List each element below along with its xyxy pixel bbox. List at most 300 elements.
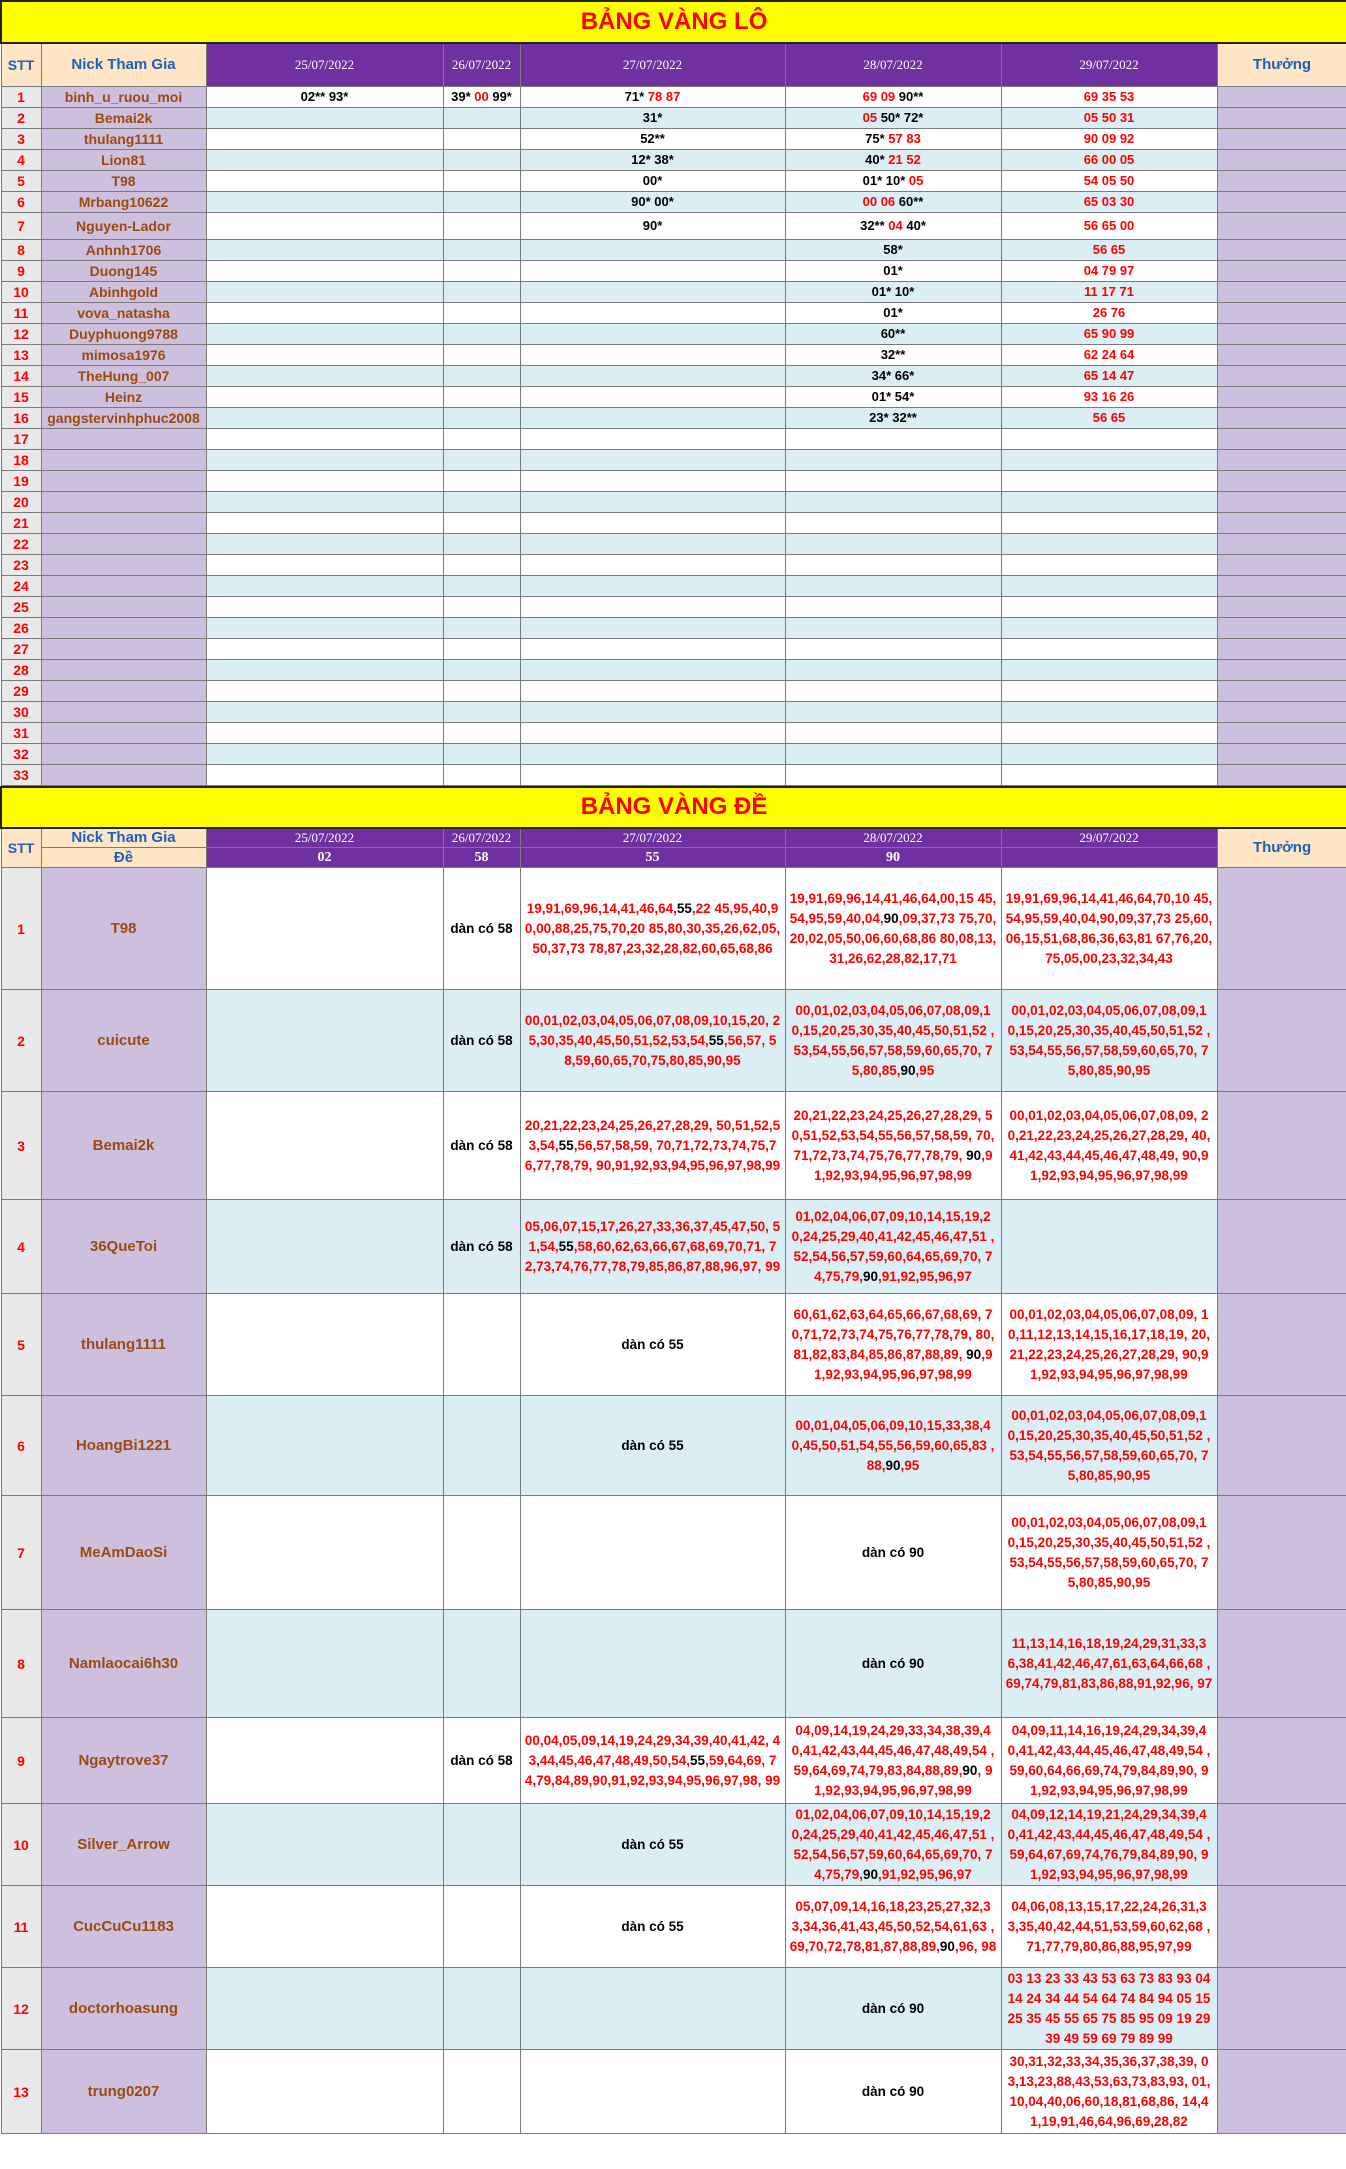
row-stt: 12 bbox=[1, 323, 41, 344]
lo-cell bbox=[443, 701, 520, 722]
row-stt: 1 bbox=[1, 868, 41, 990]
lo-cell bbox=[785, 596, 1001, 617]
table-row bbox=[1, 1886, 1346, 1968]
table-row bbox=[1, 302, 1346, 323]
lo-cell bbox=[520, 659, 785, 680]
row-stt: 24 bbox=[1, 575, 41, 596]
reward-cell bbox=[1217, 1200, 1346, 1294]
row-stt: 7 bbox=[1, 1496, 41, 1610]
row-stt: 32 bbox=[1, 743, 41, 764]
lo-cell bbox=[785, 386, 1001, 407]
number-run: 05,06,07,15,17,26,27,33,36,37,45,47,50, 51,54, bbox=[524, 1218, 781, 1254]
de-number-list bbox=[785, 1200, 1001, 1294]
reward-cell bbox=[1217, 344, 1346, 365]
lo-cell bbox=[785, 512, 1001, 533]
number-run: 01* bbox=[883, 263, 903, 278]
de-number-list bbox=[520, 1092, 785, 1200]
lo-cell bbox=[1001, 344, 1217, 365]
number-run: 90 bbox=[862, 1866, 878, 1882]
row-stt: 5 bbox=[1, 170, 41, 191]
de-table bbox=[0, 786, 1346, 2135]
row-nick: thulang1111 bbox=[41, 128, 206, 149]
de-empty-cell bbox=[206, 1200, 443, 1294]
table-row bbox=[1, 764, 1346, 785]
table-row bbox=[1, 212, 1346, 239]
lo-cell bbox=[443, 617, 520, 638]
table-row bbox=[1, 617, 1346, 638]
row-stt: 13 bbox=[1, 2050, 41, 2134]
number-run: 32** bbox=[860, 218, 889, 233]
lo-cell bbox=[443, 170, 520, 191]
de-dan-note: dàn có 58 bbox=[443, 868, 520, 990]
number-run: 20,21,22,23,24,25,26,27,28,29, 50,51,52,53,54, bbox=[524, 1117, 781, 1153]
row-stt: 6 bbox=[1, 191, 41, 212]
number-run: 02** 93* bbox=[300, 89, 349, 104]
row-stt: 8 bbox=[1, 239, 41, 260]
row-nick bbox=[41, 470, 206, 491]
lo-cell bbox=[1001, 470, 1217, 491]
row-stt: 11 bbox=[1, 1886, 41, 1968]
lo-cell bbox=[520, 743, 785, 764]
number-run: 26 76 bbox=[1092, 305, 1126, 320]
number-run: 90 bbox=[862, 1268, 878, 1284]
reward-cell bbox=[1217, 107, 1346, 128]
de-empty-cell bbox=[443, 1496, 520, 1610]
lo-cell bbox=[206, 491, 443, 512]
number-run: 56 65 bbox=[1092, 242, 1126, 257]
lo-cell bbox=[1001, 239, 1217, 260]
row-stt: 7 bbox=[1, 212, 41, 239]
row-stt: 4 bbox=[1, 1200, 41, 1294]
row-stt: 9 bbox=[1, 1718, 41, 1804]
table-row bbox=[1, 149, 1346, 170]
lo-cell bbox=[1001, 764, 1217, 785]
de-number-list bbox=[520, 990, 785, 1092]
number-run: 23* 32** bbox=[869, 410, 917, 425]
row-stt: 29 bbox=[1, 680, 41, 701]
lo-cell bbox=[206, 386, 443, 407]
table-row bbox=[1, 1610, 1346, 1718]
row-nick: trung0207 bbox=[41, 2050, 206, 2134]
lo-cell bbox=[785, 617, 1001, 638]
number-run: ,95 bbox=[900, 1457, 920, 1473]
de-number-list bbox=[1001, 1396, 1217, 1496]
lo-cell bbox=[443, 128, 520, 149]
lo-cell bbox=[206, 260, 443, 281]
number-run: 60** bbox=[880, 326, 906, 341]
number-run: 03 13 23 33 43 53 63 73 83 93 04 14 24 34 44 54 64 74 84 94 05 15 25 35 45 55 65 75 85 95 09 19 29 39 49 59 69 79 89 99 bbox=[1007, 1970, 1211, 2046]
lo-cell bbox=[1001, 533, 1217, 554]
lo-cell bbox=[520, 149, 785, 170]
reward-cell bbox=[1217, 365, 1346, 386]
row-stt: 15 bbox=[1, 386, 41, 407]
lo-cell bbox=[206, 680, 443, 701]
lo-cell bbox=[785, 365, 1001, 386]
row-stt: 22 bbox=[1, 533, 41, 554]
reward-cell bbox=[1217, 617, 1346, 638]
de-empty-cell bbox=[443, 1610, 520, 1718]
lo-header-stt: STT bbox=[1, 43, 41, 86]
number-run: 65 90 99 bbox=[1083, 326, 1135, 341]
number-run: 90* bbox=[642, 218, 663, 233]
row-stt: 19 bbox=[1, 470, 41, 491]
de-number-list bbox=[785, 1718, 1001, 1804]
lo-cell bbox=[785, 659, 1001, 680]
row-stt: 16 bbox=[1, 407, 41, 428]
number-run: 00,01,02,03,04,05,06,07,08,09, 20,21,22,23,24,25,26,27,28,29, 40,41,42,43,44,45,46,47,48,49, 90,91,92,93,94,95,96,97,98,99 bbox=[1007, 1107, 1211, 1183]
number-run: 40* bbox=[865, 152, 889, 167]
lo-cell bbox=[1001, 191, 1217, 212]
de-empty-cell bbox=[206, 1968, 443, 2050]
de-number-list bbox=[1001, 1496, 1217, 1610]
row-stt: 2 bbox=[1, 990, 41, 1092]
table-row bbox=[1, 743, 1346, 764]
lo-cell bbox=[1001, 659, 1217, 680]
lo-cell bbox=[1001, 575, 1217, 596]
lo-cell bbox=[206, 170, 443, 191]
number-run: 12* 38* bbox=[631, 152, 674, 167]
de-dan-note: dàn có 55 bbox=[520, 1396, 785, 1496]
lo-cell bbox=[443, 470, 520, 491]
table-row bbox=[1, 449, 1346, 470]
row-nick: doctorhoasung bbox=[41, 1968, 206, 2050]
reward-cell bbox=[1217, 868, 1346, 990]
reward-cell bbox=[1217, 1294, 1346, 1396]
table-row bbox=[1, 323, 1346, 344]
number-run: 55 bbox=[690, 1752, 706, 1768]
number-run: 60,61,62,63,64,65,66,67,68,69, 70,71,72,73,74,75,76,77,78,79, 80,81,82,83,84,85,86,87,88,89, bbox=[791, 1306, 995, 1362]
lo-table bbox=[0, 0, 1346, 786]
lo-cell bbox=[1001, 743, 1217, 764]
row-nick bbox=[41, 533, 206, 554]
lo-header-date: 27/07/2022 bbox=[520, 43, 785, 86]
number-run: 31* bbox=[642, 110, 663, 125]
lo-cell bbox=[443, 428, 520, 449]
number-run: 00,01,02,03,04,05,06,07,08,09, 10,11,12,13,14,15,16,17,18,19, 20,21,22,23,24,25,26,27,28,29, 90,91,92,93,94,95,96,97,98,99 bbox=[1008, 1306, 1210, 1382]
lo-cell bbox=[443, 260, 520, 281]
lo-cell bbox=[1001, 170, 1217, 191]
table-row bbox=[1, 365, 1346, 386]
reward-cell bbox=[1217, 1092, 1346, 1200]
lo-header-date: 26/07/2022 bbox=[443, 43, 520, 86]
lo-header-date: 29/07/2022 bbox=[1001, 43, 1217, 86]
number-run: 01,02,04,06,07,09,10,14,15,19,2 0,24,25,29,40,41,42,45,46,47,51 ,52,54,56,57,59,60,64,65,69,70, 74,75,79, bbox=[791, 1208, 995, 1284]
reward-cell bbox=[1217, 149, 1346, 170]
table-row bbox=[1, 428, 1346, 449]
lo-cell bbox=[785, 302, 1001, 323]
number-run: 04,06,08,13,15,17,22,24,26,31,3 3,35,40,42,44,51,53,59,60,62,68 ,71,77,79,80,86,88,95,97,99 bbox=[1007, 1898, 1211, 1954]
number-run: 39* bbox=[451, 89, 475, 104]
number-run: 00 06 bbox=[862, 194, 899, 209]
number-run: 34* 66* bbox=[871, 368, 915, 383]
de-dan-note: dàn có 55 bbox=[520, 1294, 785, 1396]
lo-cell bbox=[520, 533, 785, 554]
number-run: 90** bbox=[898, 89, 924, 104]
number-run: 04 bbox=[888, 218, 903, 233]
de-empty-cell bbox=[206, 1886, 443, 1968]
row-nick bbox=[41, 701, 206, 722]
reward-cell bbox=[1217, 554, 1346, 575]
lo-cell bbox=[520, 554, 785, 575]
lo-cell bbox=[206, 575, 443, 596]
row-nick: Namlaocai6h30 bbox=[41, 1610, 206, 1718]
lo-cell bbox=[520, 491, 785, 512]
number-run: 19,91,69,96,14,41,46,64, bbox=[526, 900, 677, 916]
row-nick bbox=[41, 596, 206, 617]
row-nick bbox=[41, 428, 206, 449]
lo-cell bbox=[206, 428, 443, 449]
number-run: 01* 54* bbox=[871, 389, 915, 404]
row-stt: 30 bbox=[1, 701, 41, 722]
table-row bbox=[1, 239, 1346, 260]
lo-cell bbox=[1001, 281, 1217, 302]
number-run: 11 17 71 bbox=[1084, 284, 1134, 299]
lo-cell bbox=[785, 764, 1001, 785]
lo-cell bbox=[206, 722, 443, 743]
lo-cell bbox=[1001, 386, 1217, 407]
de-number-list bbox=[785, 1294, 1001, 1396]
row-nick: Bemai2k bbox=[41, 1092, 206, 1200]
number-run: 56 65 bbox=[1092, 410, 1126, 425]
number-run: 58* bbox=[883, 242, 903, 257]
table-row bbox=[1, 680, 1346, 701]
table-row bbox=[1, 281, 1346, 302]
number-run: 40* bbox=[902, 218, 926, 233]
row-stt: 12 bbox=[1, 1968, 41, 2050]
number-run: 05 bbox=[908, 173, 924, 188]
row-nick: vova_natasha bbox=[41, 302, 206, 323]
de-header-result: 02 bbox=[206, 848, 443, 868]
number-run: 19,91,69,96,14,41,46,64,00,15 45,54,95,59,40,04, bbox=[789, 890, 997, 926]
lo-cell bbox=[520, 281, 785, 302]
row-nick: Mrbang10622 bbox=[41, 191, 206, 212]
lo-cell bbox=[785, 470, 1001, 491]
lo-cell bbox=[443, 722, 520, 743]
lo-cell bbox=[1001, 365, 1217, 386]
row-stt: 21 bbox=[1, 512, 41, 533]
number-run: 90 bbox=[966, 1346, 982, 1362]
lo-cell bbox=[206, 596, 443, 617]
row-stt: 26 bbox=[1, 617, 41, 638]
lo-cell bbox=[1001, 86, 1217, 107]
lo-table-title: BẢNG VÀNG LÔ bbox=[1, 1, 1346, 43]
de-number-list bbox=[785, 1804, 1001, 1886]
de-empty-cell bbox=[443, 1886, 520, 1968]
lo-cell bbox=[443, 191, 520, 212]
de-dan-note: dàn có 90 bbox=[785, 1968, 1001, 2050]
de-empty-cell bbox=[443, 1396, 520, 1496]
lo-cell bbox=[443, 512, 520, 533]
lo-cell bbox=[785, 86, 1001, 107]
number-run: 01* 10* bbox=[871, 284, 915, 299]
de-empty-cell bbox=[206, 2050, 443, 2134]
number-run: 71* bbox=[624, 89, 648, 104]
lo-cell bbox=[206, 512, 443, 533]
lo-cell bbox=[206, 617, 443, 638]
de-empty-cell bbox=[520, 1496, 785, 1610]
number-run: 00 bbox=[474, 89, 489, 104]
table-row bbox=[1, 638, 1346, 659]
reward-cell bbox=[1217, 575, 1346, 596]
lo-cell bbox=[443, 533, 520, 554]
row-stt: 17 bbox=[1, 428, 41, 449]
number-run: 00,01,02,03,04,05,06,07,08,09,1 0,15,20,25,30,35,40,45,50,51,52 ,53,54,55,56,57,58,59,60,65,70, 75,80,85,90,95 bbox=[1007, 1514, 1211, 1590]
de-number-list bbox=[520, 1718, 785, 1804]
de-number-list bbox=[785, 868, 1001, 990]
row-nick: Ngaytrove37 bbox=[41, 1718, 206, 1804]
de-dan-note: dàn có 55 bbox=[520, 1804, 785, 1886]
de-number-list bbox=[1001, 990, 1217, 1092]
de-empty-cell bbox=[1001, 1200, 1217, 1294]
lo-cell bbox=[1001, 680, 1217, 701]
lo-cell bbox=[785, 239, 1001, 260]
lo-cell bbox=[206, 764, 443, 785]
lo-cell bbox=[443, 407, 520, 428]
number-run: ,91,92,93,94,95,96,97,98,99 bbox=[814, 1346, 993, 1382]
row-nick bbox=[41, 659, 206, 680]
number-run: 99* bbox=[488, 89, 512, 104]
row-nick bbox=[41, 575, 206, 596]
row-nick bbox=[41, 743, 206, 764]
de-dan-note: dàn có 90 bbox=[785, 1610, 1001, 1718]
table-row bbox=[1, 470, 1346, 491]
table-row bbox=[1, 491, 1346, 512]
lo-cell bbox=[785, 281, 1001, 302]
number-run: 01* bbox=[883, 305, 903, 320]
table-row bbox=[1, 1804, 1346, 1886]
number-run: 05 bbox=[862, 110, 881, 125]
lo-cell bbox=[785, 323, 1001, 344]
de-dan-note: dàn có 90 bbox=[785, 1496, 1001, 1610]
de-number-list bbox=[1001, 1886, 1217, 1968]
lo-cell bbox=[785, 701, 1001, 722]
lo-cell bbox=[1001, 323, 1217, 344]
number-run: 55 bbox=[558, 1137, 574, 1153]
lo-cell bbox=[785, 107, 1001, 128]
lo-cell bbox=[1001, 491, 1217, 512]
table-row bbox=[1, 407, 1346, 428]
number-run: 30,31,32,33,34,35,36,37,38,39, 03,13,23,88,43,53,63,73,83,93, 01,10,04,40,06,60,18,81,68,86, 14,41,19,91,46,64,96,69,28,82 bbox=[1007, 2053, 1211, 2129]
reward-cell bbox=[1217, 1396, 1346, 1496]
number-run: 55 bbox=[676, 900, 692, 916]
row-nick: 36QueToi bbox=[41, 1200, 206, 1294]
reward-cell bbox=[1217, 638, 1346, 659]
reward-cell bbox=[1217, 990, 1346, 1092]
reward-cell bbox=[1217, 722, 1346, 743]
de-dan-note: dàn có 58 bbox=[443, 1718, 520, 1804]
lo-cell bbox=[520, 107, 785, 128]
table-row bbox=[1, 722, 1346, 743]
number-run: 00,01,02,03,04,05,06,07,08,09,1 0,15,20,25,30,35,40,45,50,51,52 ,53,54,55,56,57,58,59,60,65,70, 75,80,85,90,95 bbox=[1007, 1002, 1211, 1078]
lo-cell bbox=[206, 533, 443, 554]
lo-cell bbox=[1001, 596, 1217, 617]
table-row bbox=[1, 659, 1346, 680]
lo-cell bbox=[206, 149, 443, 170]
number-run: ,95 bbox=[915, 1062, 935, 1078]
table-row bbox=[1, 128, 1346, 149]
table-row bbox=[1, 1200, 1346, 1294]
lo-header-nick: Nick Tham Gia bbox=[41, 43, 206, 86]
lo-cell bbox=[785, 743, 1001, 764]
lo-cell bbox=[1001, 722, 1217, 743]
number-run: ,09,37,73 75,70,20,02,05,50,06,60,68,86 80,08,13,31,26,62,28,82,17,71 bbox=[789, 910, 997, 966]
de-number-list bbox=[1001, 1968, 1217, 2050]
row-nick: CucCuCu1183 bbox=[41, 1886, 206, 1968]
table-row bbox=[1, 1718, 1346, 1804]
lo-cell bbox=[785, 191, 1001, 212]
de-header-date: 29/07/2022 bbox=[1001, 828, 1217, 848]
lo-cell bbox=[520, 128, 785, 149]
table-row bbox=[1, 596, 1346, 617]
lo-cell bbox=[785, 260, 1001, 281]
row-stt: 1 bbox=[1, 86, 41, 107]
number-run: 90 bbox=[939, 1938, 955, 1954]
lo-cell bbox=[520, 212, 785, 239]
number-run: 05,07,09,14,16,18,23,25,27,32,3 3,34,36,41,43,45,50,52,54,61,63 ,69,70,72,78,81,87,88,89, bbox=[789, 1898, 995, 1954]
de-header-reward: Thưởng bbox=[1217, 828, 1346, 868]
row-stt: 20 bbox=[1, 491, 41, 512]
reward-cell bbox=[1217, 1610, 1346, 1718]
lo-cell bbox=[785, 212, 1001, 239]
number-run: 90 09 92 bbox=[1083, 131, 1135, 146]
table-row bbox=[1, 344, 1346, 365]
de-empty-cell bbox=[206, 1396, 443, 1496]
lo-cell bbox=[785, 170, 1001, 191]
de-empty-cell bbox=[206, 1804, 443, 1886]
row-nick bbox=[41, 722, 206, 743]
number-run: 78 87 bbox=[647, 89, 681, 104]
lo-header-date: 25/07/2022 bbox=[206, 43, 443, 86]
row-nick: gangstervinhphuc2008 bbox=[41, 407, 206, 428]
row-nick: Bemai2k bbox=[41, 107, 206, 128]
row-stt: 10 bbox=[1, 1804, 41, 1886]
row-nick: T98 bbox=[41, 170, 206, 191]
table-row bbox=[1, 1092, 1346, 1200]
number-run: 57 83 bbox=[888, 131, 921, 146]
de-empty-cell bbox=[443, 1294, 520, 1396]
lo-cell bbox=[443, 212, 520, 239]
lo-cell bbox=[443, 638, 520, 659]
de-number-list bbox=[1001, 1718, 1217, 1804]
lo-cell bbox=[443, 680, 520, 701]
lo-cell bbox=[206, 743, 443, 764]
de-empty-cell bbox=[206, 868, 443, 990]
number-run: ,91,92,95,96,97 bbox=[877, 1268, 972, 1284]
lo-cell bbox=[206, 554, 443, 575]
lo-cell bbox=[520, 260, 785, 281]
reward-cell bbox=[1217, 428, 1346, 449]
number-run: 69 09 bbox=[862, 89, 899, 104]
lo-cell bbox=[520, 470, 785, 491]
reward-cell bbox=[1217, 212, 1346, 239]
lo-cell bbox=[1001, 212, 1217, 239]
lo-cell bbox=[520, 722, 785, 743]
row-nick bbox=[41, 764, 206, 785]
table-row bbox=[1, 86, 1346, 107]
table-row bbox=[1, 1968, 1346, 2050]
lo-cell bbox=[520, 386, 785, 407]
reward-cell bbox=[1217, 302, 1346, 323]
row-nick bbox=[41, 638, 206, 659]
row-stt: 10 bbox=[1, 281, 41, 302]
table-row bbox=[1, 170, 1346, 191]
de-number-list bbox=[1001, 1092, 1217, 1200]
de-number-list bbox=[785, 1886, 1001, 1968]
row-nick: cuicute bbox=[41, 990, 206, 1092]
row-nick: mimosa1976 bbox=[41, 344, 206, 365]
number-run: 04 79 97 bbox=[1083, 263, 1135, 278]
number-run: , 91,92,93,94,95,96,97,98,99 bbox=[814, 1762, 993, 1798]
